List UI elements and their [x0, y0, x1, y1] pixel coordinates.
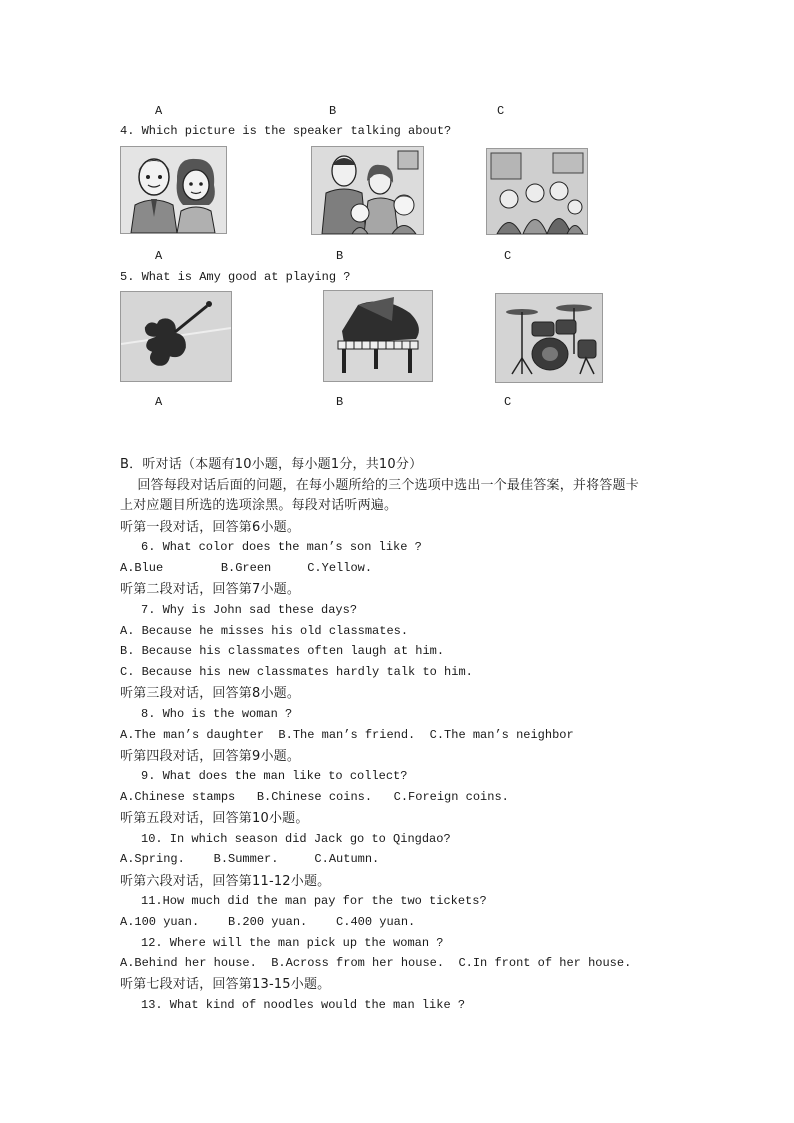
- question-line: 6. What color does the man’s son like ?: [141, 540, 422, 554]
- question-line: A.Spring. B.Summer. C.Autumn.: [120, 852, 380, 866]
- question-line: 7. Why is John sad these days?: [141, 603, 358, 617]
- question-5: 5. What is Amy good at playing ?: [120, 270, 351, 284]
- option-label-a: A: [155, 104, 163, 118]
- option-label-b: B: [329, 104, 337, 118]
- question-line: A. Because he misses his old classmates.: [120, 624, 409, 638]
- couple-picture-icon: [120, 146, 227, 234]
- question-line: 12. Where will the man pick up the woman ?: [141, 936, 444, 950]
- question-line: 11.How much did the man pay for the two tickets?: [141, 894, 487, 908]
- question-line: 8. Who is the woman ?: [141, 707, 293, 721]
- dialogue-instruction: 听第七段对话，回答第13-15小题。: [120, 977, 331, 992]
- q4-label-c: C: [504, 249, 512, 263]
- question-line: 10. In which season did Jack go to Qingdao?: [141, 832, 451, 846]
- question-4: 4. Which picture is the speaker talking about?: [120, 124, 452, 138]
- question-line: A.The man’s daughter B.The man’s friend. C.The man’s neighbor: [120, 728, 574, 742]
- question-line: 13. What kind of noodles would the man like ?: [141, 998, 466, 1012]
- violin-icon: [120, 291, 232, 382]
- question-line: A.100 yuan. B.200 yuan. C.400 yuan.: [120, 915, 416, 929]
- section-b-instruction-line-2: 上对应题目所选的选项涂黑。每段对话听两遍。: [120, 498, 398, 513]
- dialogue-instruction: 听第二段对话，回答第7小题。: [120, 582, 301, 597]
- section-b-heading: B．听对话（本题有10小题，每小题1分，共10分）: [120, 457, 423, 472]
- section-b-instruction-line-1: 回答每段对话后面的问题，在每小题所给的三个选项中选出一个最佳答案，并将答题卡: [120, 478, 639, 493]
- dialogue-instruction: 听第五段对话，回答第10小题。: [120, 811, 309, 826]
- group-room-picture-icon: [486, 148, 588, 235]
- dialogue-instruction: 听第四段对话，回答第9小题。: [120, 749, 301, 764]
- option-label-c: C: [497, 104, 505, 118]
- q5-label-b: B: [336, 395, 344, 409]
- question-line: B. Because his classmates often laugh at him.: [120, 644, 445, 658]
- q5-label-a: A: [155, 395, 163, 409]
- question-line: 9. What does the man like to collect?: [141, 769, 408, 783]
- question-line: A.Behind her house. B.Across from her house. C.In front of her house.: [120, 956, 632, 970]
- question-line: C. Because his new classmates hardly talk to him.: [120, 665, 473, 679]
- dialogue-instruction: 听第六段对话，回答第11-12小题。: [120, 874, 331, 889]
- q5-label-c: C: [504, 395, 512, 409]
- piano-icon: [323, 290, 433, 382]
- family-picture-icon: [311, 146, 424, 235]
- question-line: A.Blue B.Green C.Yellow.: [120, 561, 373, 575]
- q4-label-a: A: [155, 249, 163, 263]
- question-line: A.Chinese stamps B.Chinese coins. C.Foreign coins.: [120, 790, 509, 804]
- dialogue-instruction: 听第一段对话，回答第6小题。: [120, 520, 301, 535]
- drum-kit-icon: [495, 293, 603, 383]
- dialogue-instruction: 听第三段对话，回答第8小题。: [120, 686, 301, 701]
- q4-label-b: B: [336, 249, 344, 263]
